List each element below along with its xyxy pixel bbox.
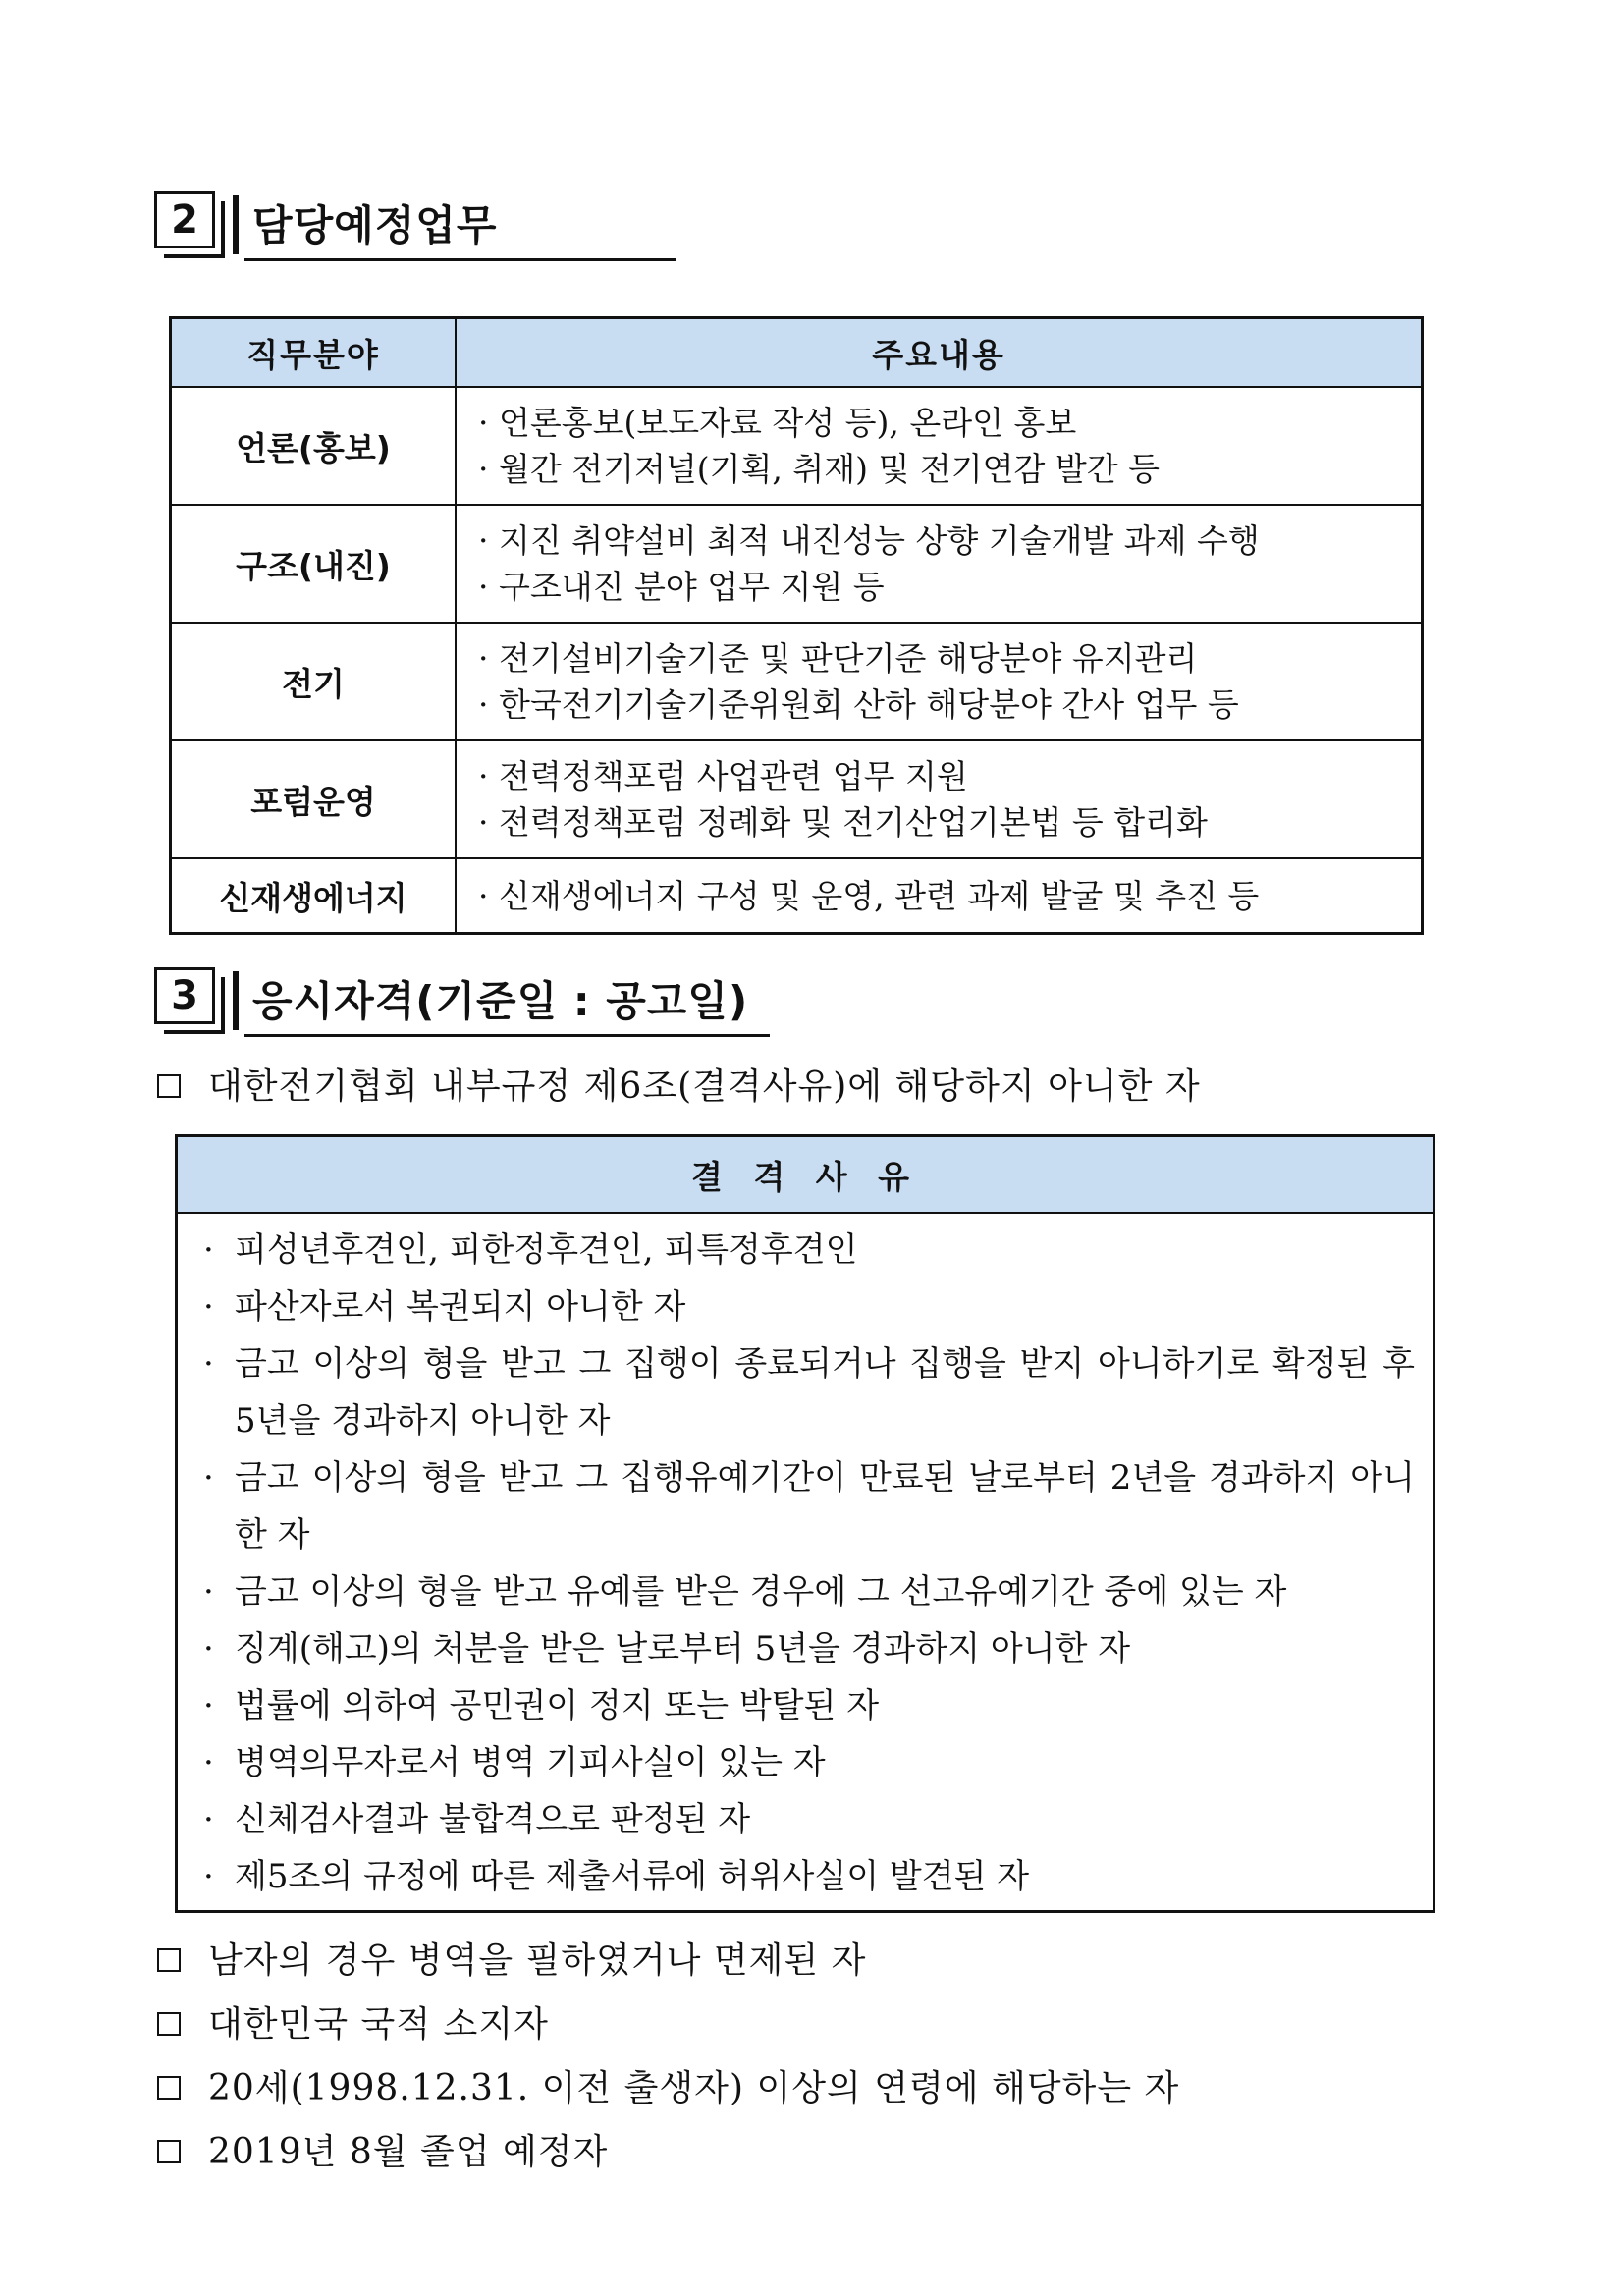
header-content: 주요내용	[456, 318, 1423, 388]
checkbox-square-icon	[157, 2012, 181, 2036]
duty-item: · 한국전기기술기준위원회 산하 해당분야 간사 업무 등	[478, 685, 1239, 724]
duty-item: · 지진 취약설비 최적 내진성능 상향 기술개발 과제 수행	[478, 521, 1260, 560]
heading-underline	[244, 258, 676, 261]
heading-underline	[244, 1034, 770, 1037]
list-item: · 금고 이상의 형을 받고 그 집행이 종료되거나 집행을 받지 아니하기로 확정된 후 5년을 경과하지 아니한 자	[203, 1336, 1415, 1449]
table-row	[171, 623, 1423, 740]
qualification-item	[157, 1059, 1201, 1109]
duty-table	[169, 316, 1424, 935]
checkbox-square-icon	[157, 1074, 181, 1098]
qualification-item	[157, 2060, 1179, 2110]
list-item: · 신체검사결과 불합격으로 판정된 자	[203, 1791, 1415, 1848]
heading-bar	[233, 195, 239, 254]
checkbox-square-icon	[157, 2140, 181, 2163]
duty-item: · 전력정책포럼 정례화 및 전기산업기본법 등 합리화	[478, 803, 1208, 842]
duty-content	[456, 505, 1423, 623]
duty-field: 포럼운영	[171, 740, 457, 858]
section-title: 응시자격(기준일 : 공고일)	[252, 977, 749, 1025]
disqualification-box	[175, 1134, 1435, 1913]
duty-item: · 구조내진 분야 업무 지원 등	[478, 568, 885, 606]
list-item: · 법률에 의하여 공민권이 정지 또는 박탈된 자	[203, 1677, 1415, 1734]
qualification-text: 2019년 8월 졸업 예정자	[208, 2132, 609, 2172]
list-item: · 병역의무자로서 병역 기피사실이 있는 자	[203, 1734, 1415, 1791]
list-item: · 피성년후견인, 피한정후견인, 피특정후견인	[203, 1222, 1415, 1279]
qualification-text: 대한민국 국적 소지자	[208, 2004, 549, 2045]
duty-field: 구조(내진)	[171, 505, 457, 623]
section-title: 담당예정업무	[252, 201, 498, 249]
qualification-item	[157, 2124, 608, 2174]
header-field: 직무분야	[171, 318, 457, 388]
duty-item: · 월간 전기저널(기획, 취재) 및 전기연감 발간 등	[478, 450, 1160, 488]
table-header-row	[171, 318, 1423, 388]
qualification-text: 대한전기협회 내부규정 제6조(결격사유)에 해당하지 아니한 자	[208, 1066, 1201, 1107]
qualification-text: 20세(1998.12.31. 이전 출생자) 이상의 연령에 해당하는 자	[208, 2068, 1180, 2108]
table-row	[171, 858, 1423, 934]
qualification-item	[157, 1933, 866, 1983]
duty-item: · 전력정책포럼 사업관련 업무 지원	[478, 757, 968, 795]
section-number: 3	[154, 967, 215, 1024]
duty-item: · 전기설비기술기준 및 판단기준 해당분야 유지관리	[478, 639, 1198, 678]
list-item: · 금고 이상의 형을 받고 유예를 받은 경우에 그 선고유예기간 중에 있는 자	[203, 1563, 1415, 1620]
table-row	[171, 387, 1423, 505]
heading-bar	[233, 971, 239, 1030]
duty-content	[456, 858, 1423, 934]
qualification-text: 남자의 경우 병역을 필하였거나 면제된 자	[208, 1941, 867, 1981]
table-row	[171, 505, 1423, 623]
list-item: · 금고 이상의 형을 받고 그 집행유예기간이 만료된 날로부터 2년을 경과하지 아니한 자	[203, 1449, 1415, 1563]
list-item: · 파산자로서 복권되지 아니한 자	[203, 1279, 1415, 1336]
duty-field: 신재생에너지	[171, 858, 457, 934]
qualification-item	[157, 1996, 549, 2047]
duty-item: · 언론홍보(보도자료 작성 등), 온라인 홍보	[478, 404, 1077, 442]
disqualification-header: 결 격 사 유	[178, 1137, 1433, 1214]
duty-item: · 신재생에너지 구성 및 운영, 관련 과제 발굴 및 추진 등	[478, 876, 1260, 915]
checkbox-square-icon	[157, 2076, 181, 2100]
section-number: 2	[154, 191, 215, 248]
duty-field: 전기	[171, 623, 457, 740]
duty-content	[456, 623, 1423, 740]
duty-content	[456, 387, 1423, 505]
list-item: · 제5조의 규정에 따른 제출서류에 허위사실이 발견된 자	[203, 1848, 1415, 1905]
checkbox-square-icon	[157, 1948, 181, 1972]
list-item: · 징계(해고)의 처분을 받은 날로부터 5년을 경과하지 아니한 자	[203, 1620, 1415, 1677]
duty-field: 언론(홍보)	[171, 387, 457, 505]
disqualification-list	[178, 1214, 1433, 1905]
duty-content	[456, 740, 1423, 858]
table-row	[171, 740, 1423, 858]
